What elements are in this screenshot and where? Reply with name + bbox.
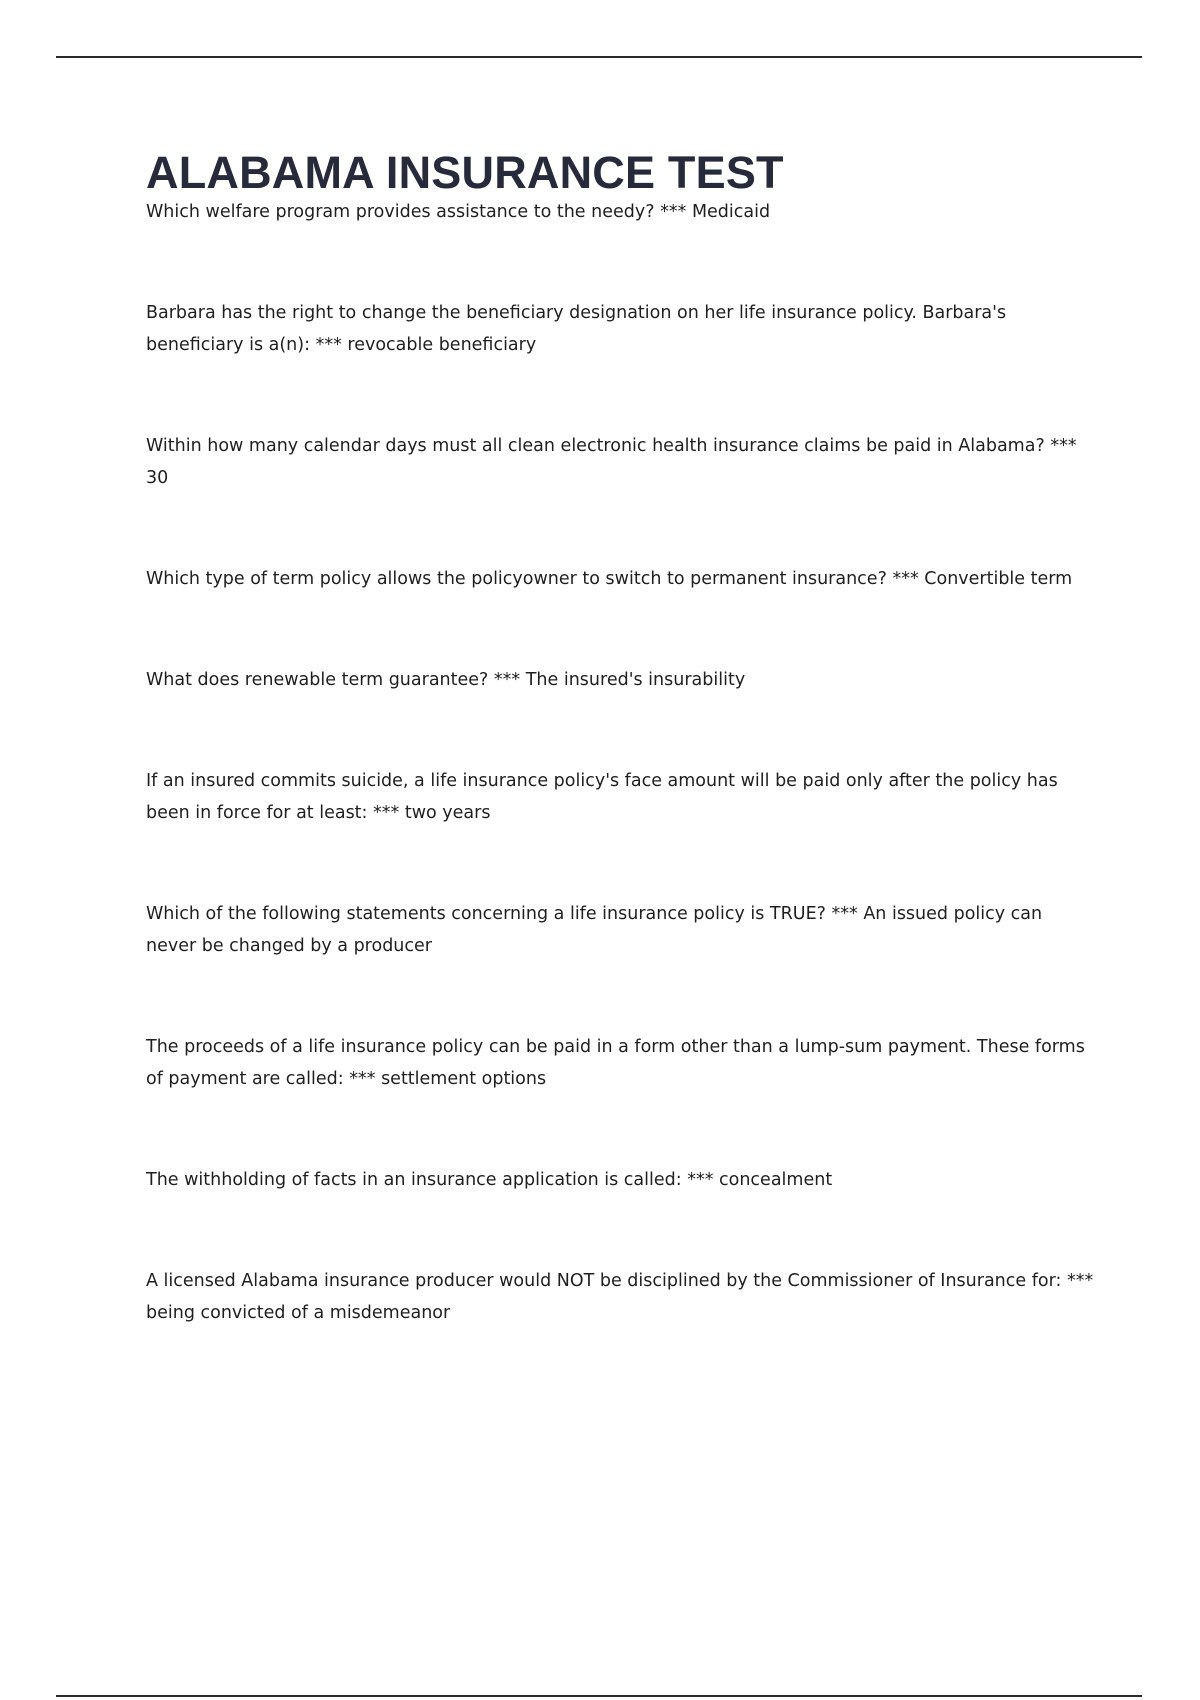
answer-text: An issued policy can never be changed by a producer [146,904,1043,956]
answer-text: settlement options [381,1069,547,1089]
question-text: Which of the following statements concerning a life insurance policy is TRUE? [146,904,826,924]
answer-separator: *** [831,904,858,924]
answer-separator: *** [892,569,919,589]
answer-separator: *** [1066,1271,1094,1291]
page-title: ALABAMA INSURANCE TEST [146,147,784,198]
answer-text: revocable beneficiary [347,335,537,355]
answer-separator: *** [660,202,687,222]
qa-item [146,765,1096,829]
answer-separator: *** [493,670,521,690]
qa-item [146,1164,1096,1196]
top-divider [56,56,1142,58]
qa-item [146,898,1096,962]
answer-text: Convertible term [924,569,1073,589]
answer-separator: *** [349,1069,376,1089]
qa-item [146,196,1096,228]
qa-item [146,1265,1096,1329]
answer-text: two years [404,803,491,823]
answer-separator: *** [687,1170,714,1190]
answer-text: being convicted of a misdemeanor [146,1303,451,1323]
question-text: A licensed Alabama insurance producer would NOT be disciplined by the Commissioner of Insurance for: [146,1271,1062,1291]
qa-item [146,1031,1096,1095]
bottom-divider [56,1695,1142,1697]
answer-text: 30 [146,468,169,488]
qa-item [146,664,1096,696]
document-body [146,140,1096,1329]
question-text: Barbara has the right to change the beneficiary designation on her life insurance policy. Barbara's beneficiary is a(n): [146,303,1007,355]
question-text: The withholding of facts in an insurance application is called: [146,1170,682,1190]
answer-text: concealment [719,1170,833,1190]
answer-text: The insured's insurability [525,670,746,690]
question-text: Which type of term policy allows the policyowner to switch to permanent insurance? [146,569,887,589]
qa-list [146,196,1096,1329]
answer-separator: *** [315,335,342,355]
question-text: If an insured commits suicide, a life insurance policy's face amount will be paid only after the policy has been in force for at least: [146,771,1058,823]
question-text: What does renewable term guarantee? [146,670,489,690]
answer-separator: *** [1050,436,1077,456]
question-text: Which welfare program provides assistance to the needy? [146,202,655,222]
answer-separator: *** [373,803,400,823]
qa-item [146,563,1096,595]
question-text: The proceeds of a life insurance policy can be paid in a form other than a lump-sum payment. These forms of payment are called: [146,1037,1085,1089]
qa-item [146,297,1096,361]
qa-item [146,430,1096,494]
question-text: Within how many calendar days must all clean electronic health insurance claims be paid in Alabama? [146,436,1045,456]
answer-text: Medicaid [691,202,771,222]
